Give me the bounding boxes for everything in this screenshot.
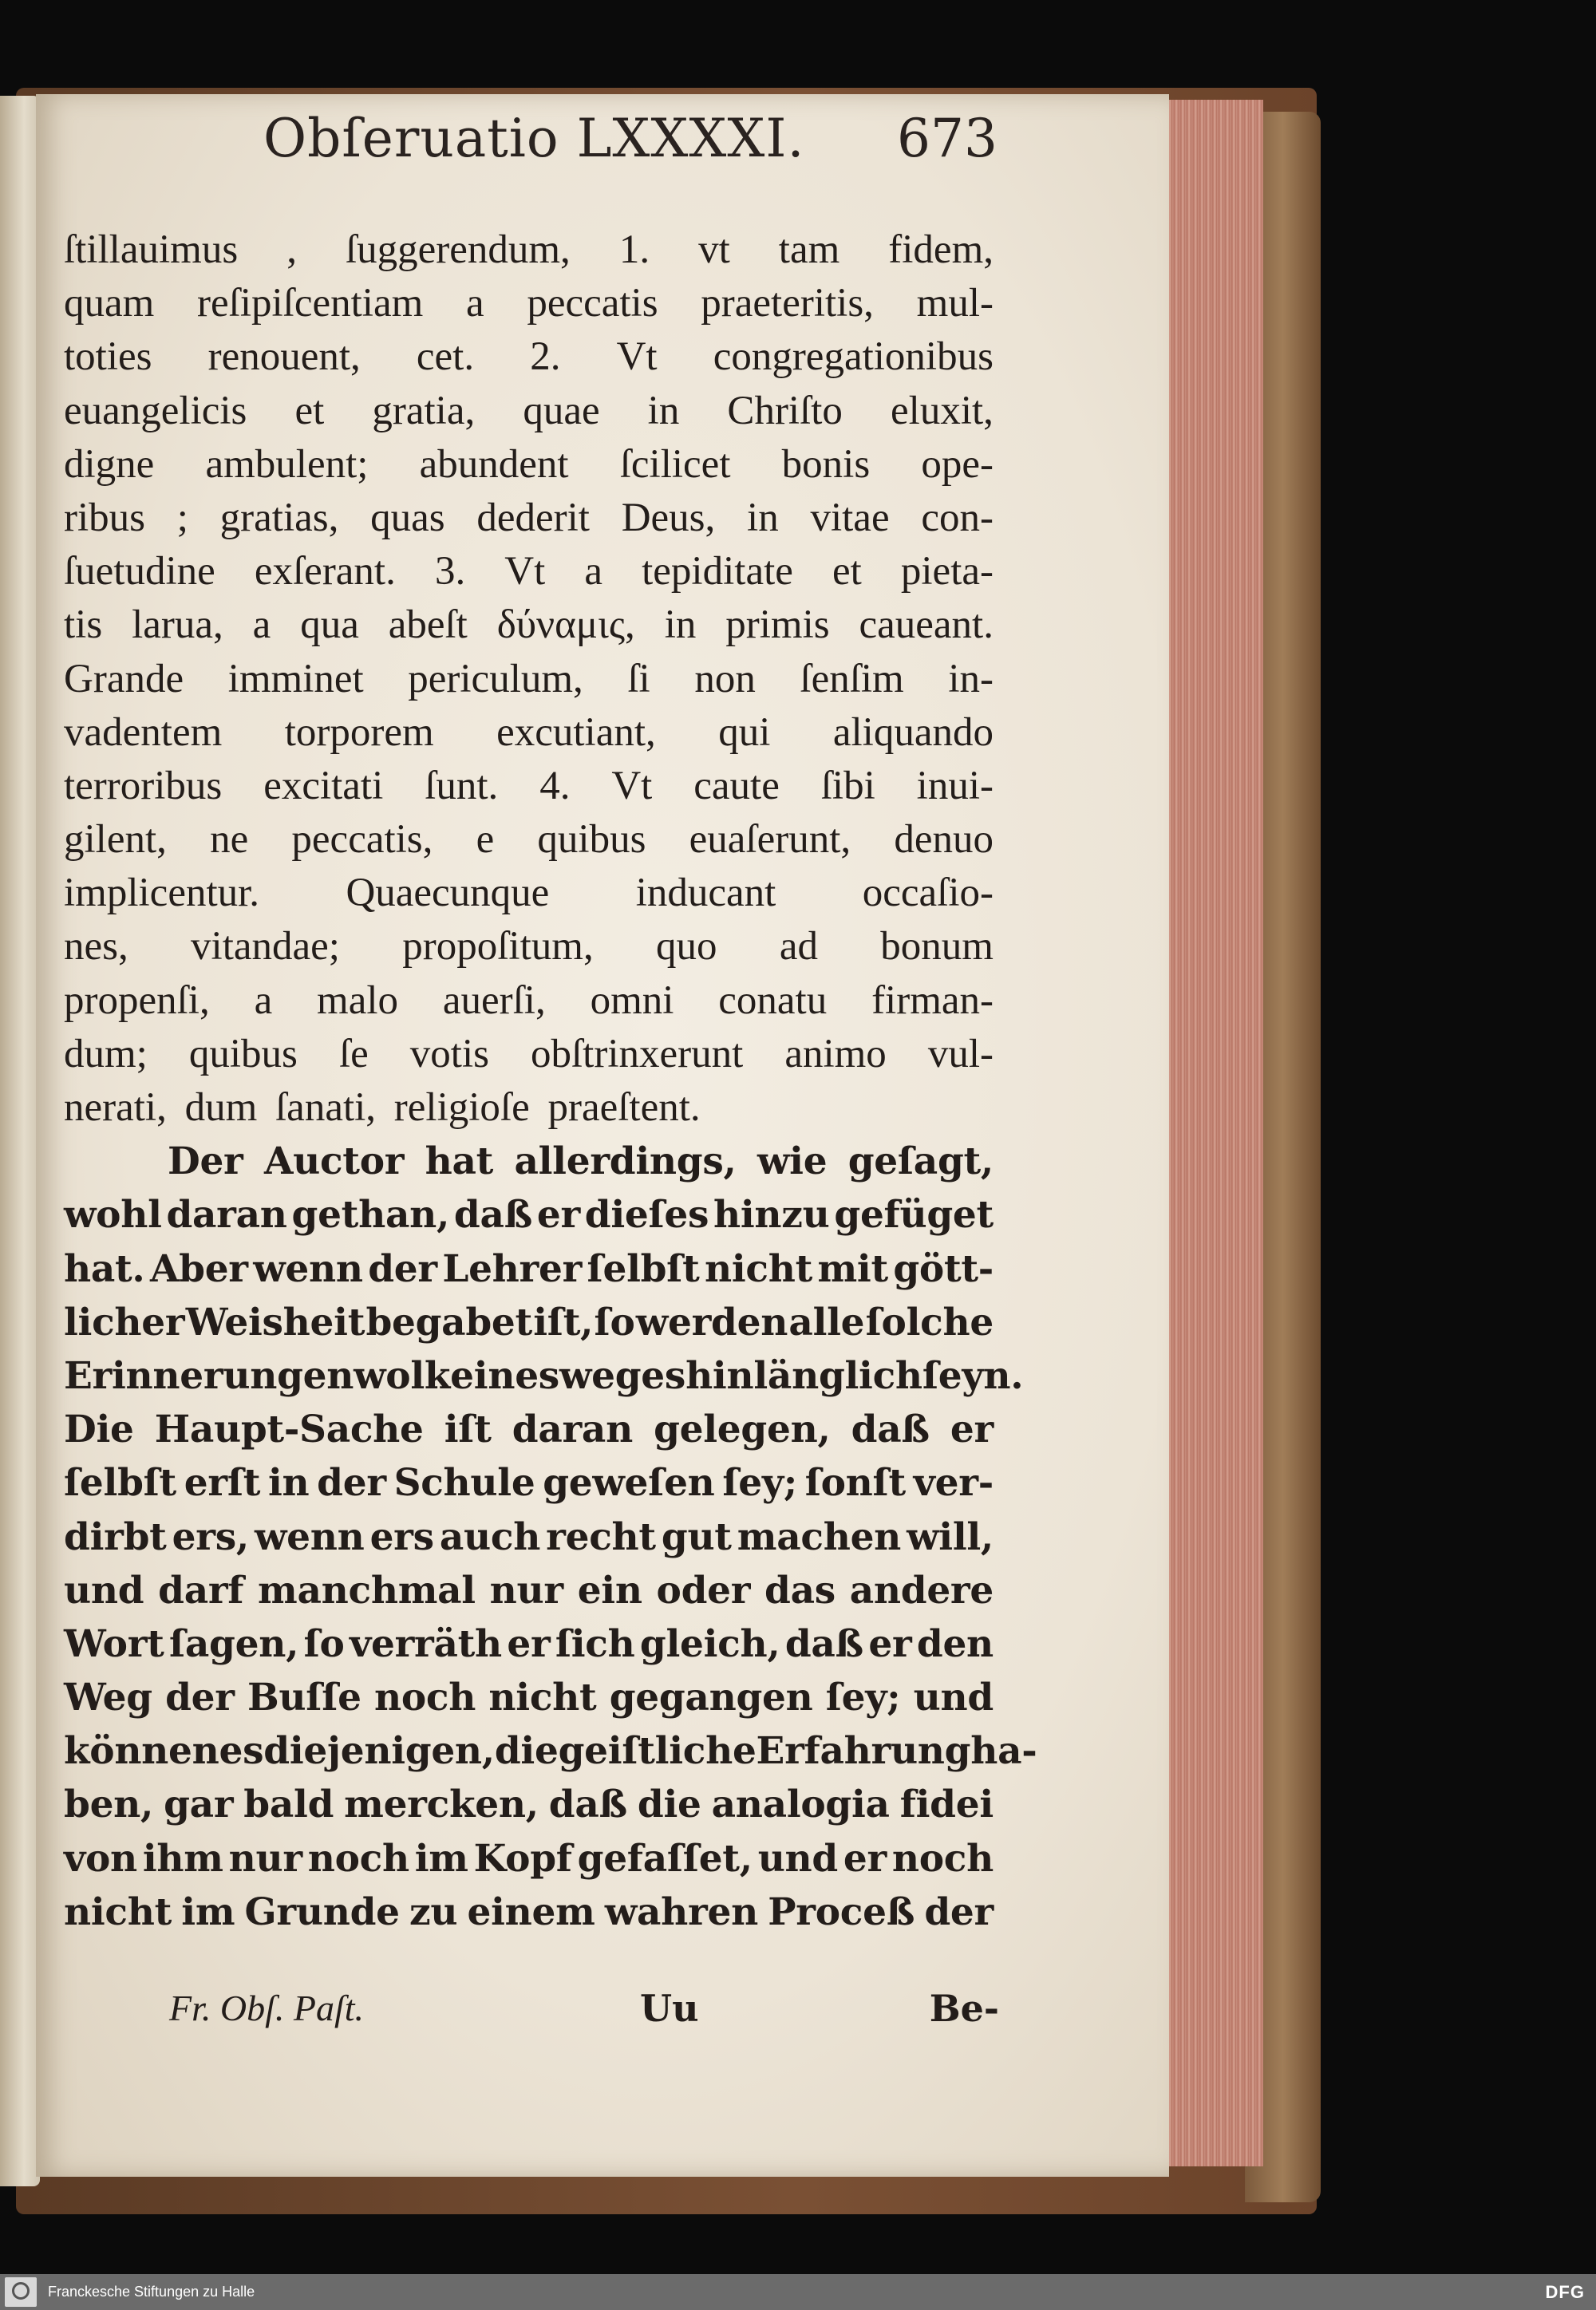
- text-line: ſuetudine exſerant. 3. Vt a tepiditate et pieta-: [64, 549, 994, 594]
- page-body: [64, 223, 1037, 1939]
- signature-letters: Uu: [640, 1987, 699, 2030]
- text-line: tis larua, a qua abeſt δύναμις, in primis caueant.: [64, 602, 994, 648]
- text-line: dum; quibus ſe votis obſtrinxerunt animo vul-: [64, 1031, 994, 1076]
- page-footer: [169, 1987, 999, 2043]
- text-line: implicentur. Quaecunque inducant occaſio-: [64, 871, 994, 916]
- text-line: nerati, dum ſanati, religioſe praeſtent.: [64, 1085, 701, 1130]
- left-page-edge: [0, 96, 40, 2186]
- page-header: [231, 108, 998, 195]
- text-line: propenſi, a malo auerſi, omni conatu firman-: [64, 977, 994, 1023]
- viewer-footer-bar: [0, 2274, 1596, 2310]
- german-paragraph: [64, 1135, 1037, 1939]
- library-name[interactable]: Franckesche Stiftungen zu Halle: [48, 2284, 255, 2300]
- text-line: toties renouent, cet. 2. Vt congregationibus: [64, 334, 994, 380]
- text-line: quam reſipiſcentiam a peccatis praeteritis, mul-: [64, 281, 994, 326]
- text-line: Weg der Buſſe noch nicht gegangen ſey; und: [64, 1676, 994, 1720]
- library-logo-icon[interactable]: [5, 2277, 37, 2307]
- text-line: ſtillauimus , ſuggerendum, 1. vt tam fidem,: [64, 227, 994, 272]
- text-line: digne ambulent; abundent ſcilicet bonis ope-: [64, 441, 994, 487]
- text-line: von ihm nur noch im Kopf gefaſſet, und er noch: [64, 1836, 994, 1881]
- text-line: ben, gar bald mercken, daß die analogia fidei: [64, 1783, 994, 1827]
- text-line: licher Weisheit begabet iſt, ſo werden alle ſolche: [64, 1300, 994, 1345]
- text-line: wohl daran gethan, daß er dieſes hinzu gefüget: [64, 1193, 994, 1238]
- page-number: 673: [897, 108, 998, 169]
- text-line: nes, vitandae; propoſitum, quo ad bonum: [64, 924, 994, 969]
- text-line: ſelbſt erſt in der Schule geweſen ſey; ſonſt ver-: [64, 1461, 994, 1506]
- catchword: Be-: [929, 1987, 999, 2030]
- text-line: Grande imminet periculum, ſi non ſenſim in-: [64, 656, 994, 701]
- text-line: Der Auctor hat allerdings, wie geſagt,: [168, 1139, 994, 1184]
- page-fore-edge: [1157, 100, 1263, 2166]
- text-line: euangelicis et gratia, quae in Chriſto eluxit,: [64, 388, 994, 433]
- text-line: vadentem torporem excutiant, qui aliquando: [64, 709, 994, 755]
- text-line: Die Haupt-Sache iſt daran gelegen, daß er: [64, 1408, 994, 1452]
- text-line: ribus ; gratias, quas dederit Deus, in vitae con-: [64, 495, 994, 540]
- text-line: terroribus excitati ſunt. 4. Vt caute ſibi inui-: [64, 763, 994, 808]
- latin-paragraph: [64, 223, 994, 1135]
- signature-mark: Fr. Obſ. Paſt.: [169, 1988, 365, 2028]
- text-line: und darf manchmal nur ein oder das andere: [64, 1568, 994, 1613]
- text-line: können es diejenigen, die geiſtliche Erfahrung ha-: [64, 1729, 1037, 1774]
- text-line: Wort ſagen, ſo verräth er ſich gleich, daß er den: [64, 1621, 994, 1666]
- text-line: gilent, ne peccatis, e quibus euaſerunt, denuo: [64, 817, 994, 863]
- text-line: Erinnerungen wol keinesweges hinlänglich ſeyn.: [64, 1353, 1024, 1398]
- running-head: Obſeruatio LXXXXI.: [263, 108, 805, 169]
- dfg-logo[interactable]: DFG: [1545, 2282, 1585, 2302]
- text-line: hat. Aber wenn der Lehrer ſelbſt nicht mit gött-: [64, 1246, 994, 1291]
- text-line: nicht im Grunde zu einem wahren Proceß der: [64, 1889, 994, 1934]
- text-line: dirbt ers, wenn ers auch recht gut machen will,: [64, 1514, 994, 1559]
